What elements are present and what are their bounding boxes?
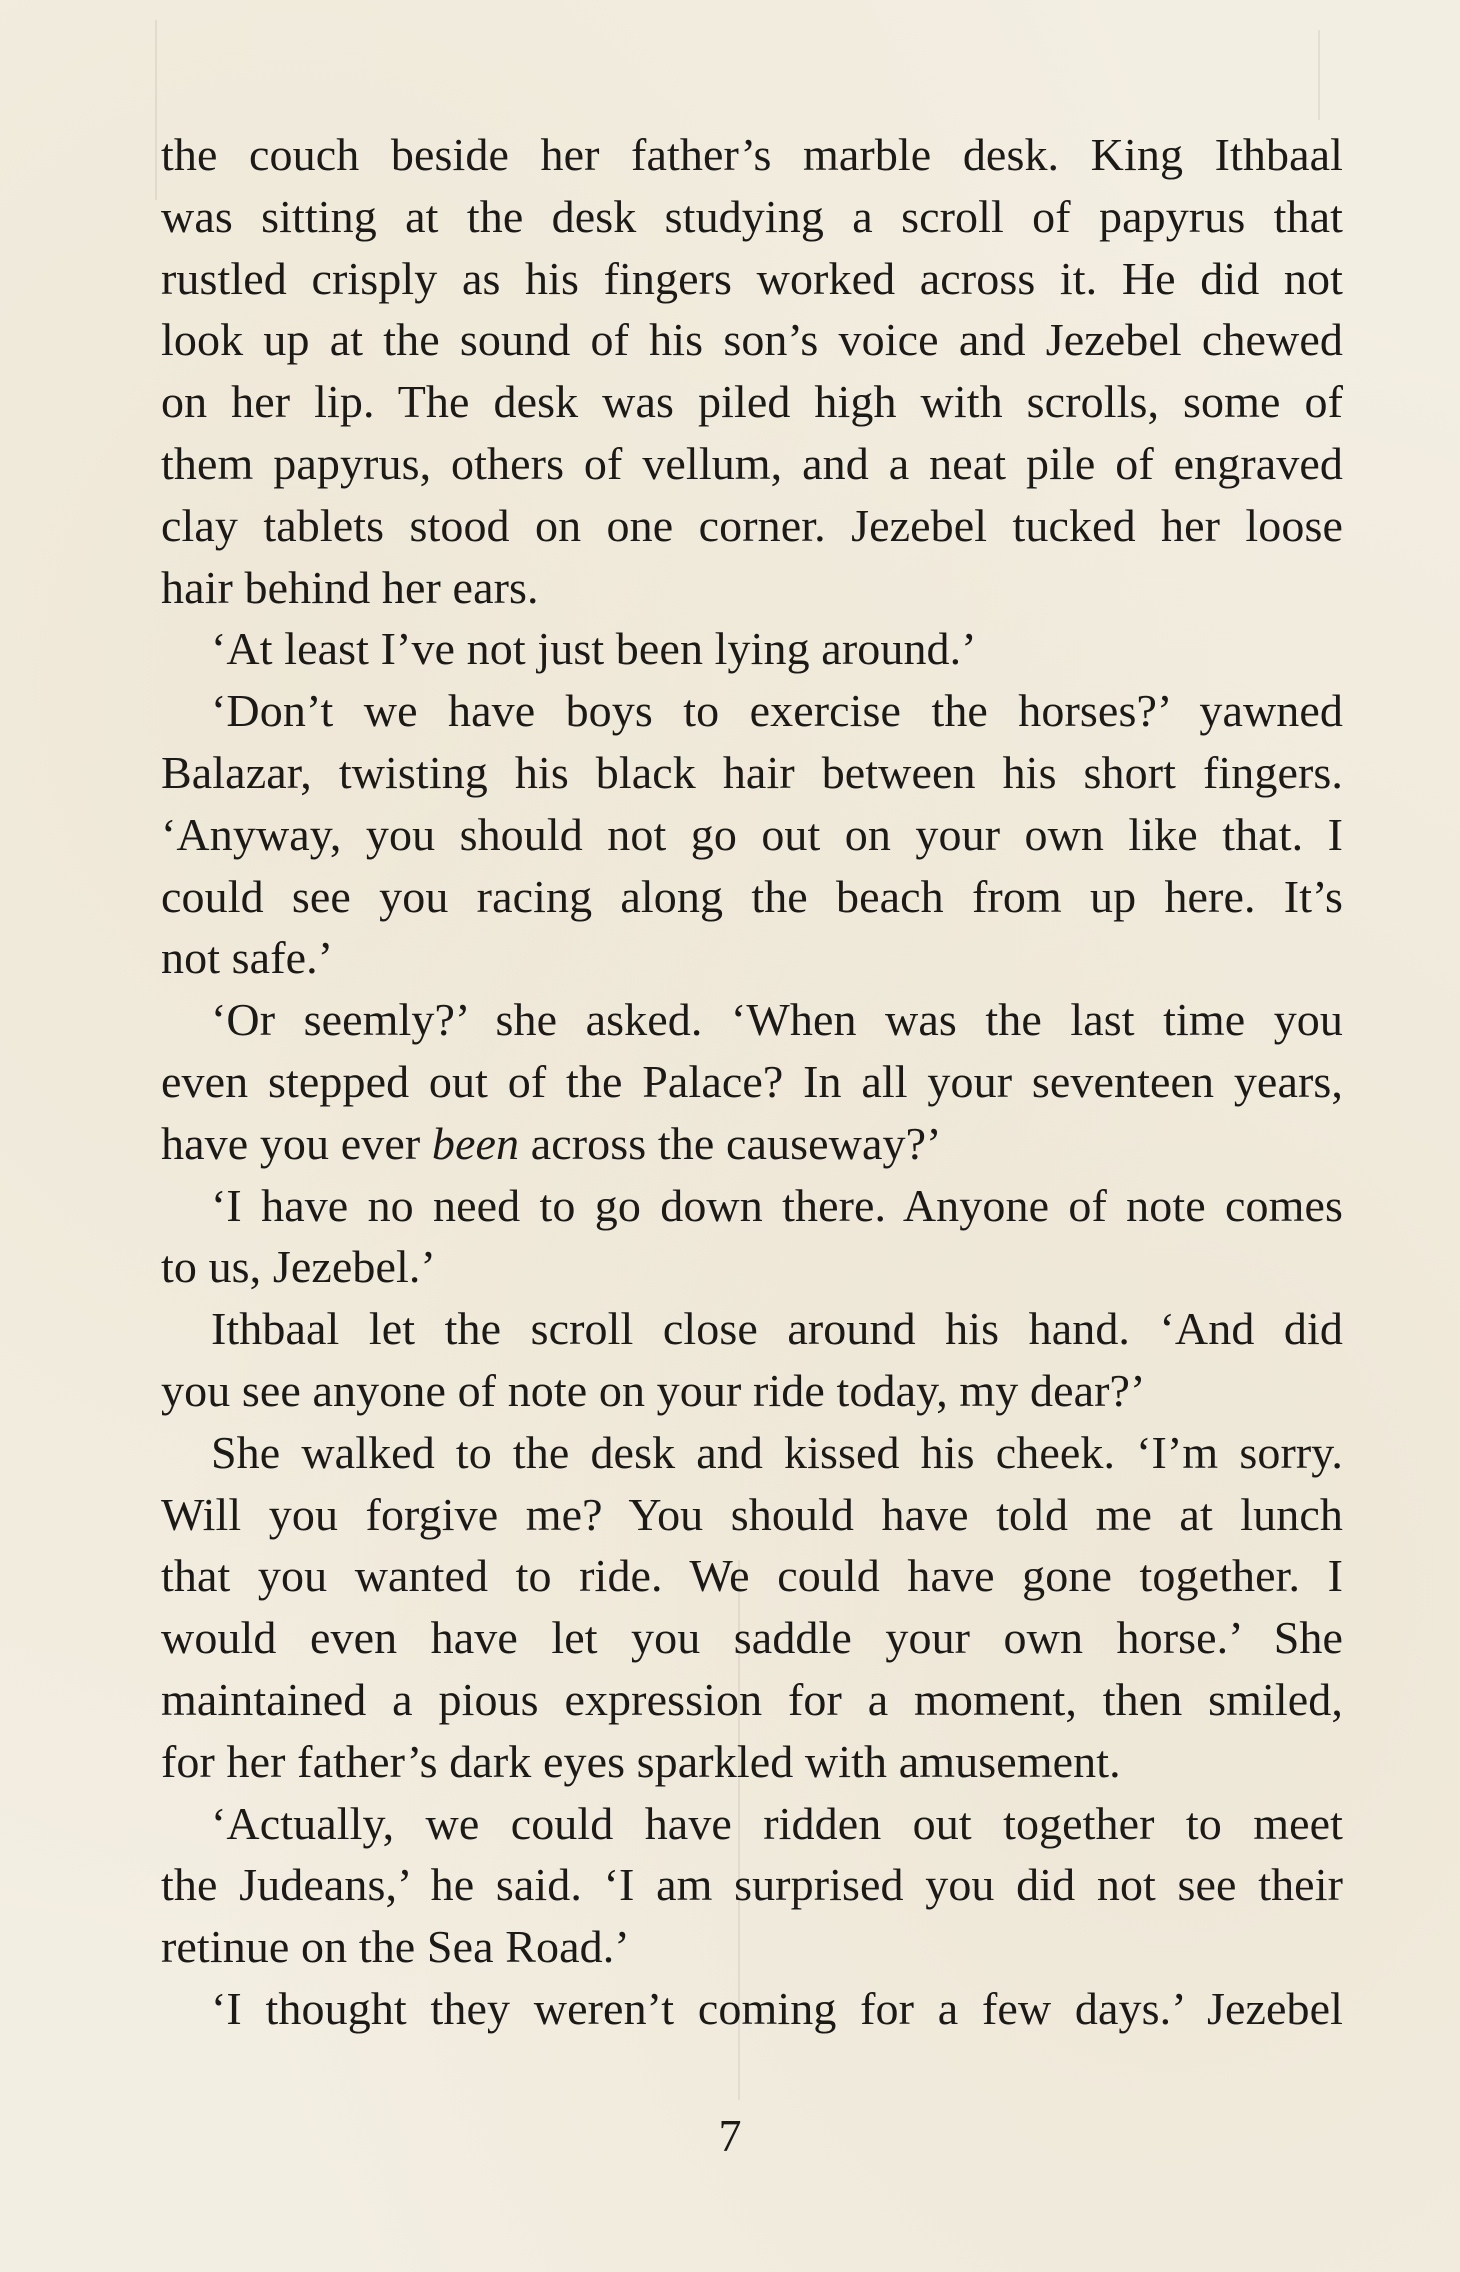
text-line: look up at the sound of his son’s voice and Jezebel chewed	[161, 314, 1343, 366]
text-line: ‘At least I’ve not just been lying around.’	[211, 623, 977, 675]
text-line: ‘Don’t we have boys to exercise the horses?’ yawned	[211, 685, 1343, 737]
body-text	[161, 124, 1343, 2040]
text-line: not safe.’	[161, 932, 334, 984]
text-line: hair behind her ears.	[161, 561, 539, 613]
text-line: the couch beside her father’s marble desk. King Ithbaal	[161, 129, 1343, 180]
text-line: ‘I have no need to go down there. Anyone of note comes	[211, 1179, 1343, 1231]
paper-texture-mark	[1318, 30, 1320, 120]
text-line: clay tablets stood on one corner. Jezebel tucked her loose	[161, 499, 1343, 551]
text-line: Will you forgive me? You should have told me at lunch	[161, 1488, 1343, 1540]
text-line: the Judeans,’ he said. ‘I am surprised you did not see their	[161, 1859, 1343, 1911]
text-line: that you wanted to ride. We could have gone together. I	[161, 1550, 1343, 1602]
text-line: ‘Anyway, you should not go out on your own like that. I	[161, 808, 1343, 860]
text-line: would even have let you saddle your own horse.’ She	[161, 1612, 1343, 1664]
text-line: Ithbaal let the scroll close around his hand. ‘And did	[211, 1303, 1343, 1355]
paper-texture-mark	[155, 20, 157, 200]
text-line: ‘Actually, we could have ridden out together to meet	[211, 1797, 1343, 1849]
text-line: even stepped out of the Palace? In all your seventeen years,	[161, 1055, 1343, 1107]
italic-word: been	[431, 1117, 520, 1169]
text-line: ‘I thought they weren’t coming for a few days.’ Jezebel	[211, 1982, 1343, 2034]
text-line: She walked to the desk and kissed his cheek. ‘I’m sorry.	[211, 1426, 1343, 1478]
text-fragment: have you ever	[161, 1117, 432, 1169]
text-line: to us, Jezebel.’	[161, 1241, 436, 1293]
text-line: was sitting at the desk studying a scroll of papyrus that	[161, 190, 1343, 242]
text-line	[161, 1113, 1343, 1175]
text-line: retinue on the Sea Road.’	[161, 1921, 630, 1973]
text-line: maintained a pious expression for a moment, then smiled,	[161, 1673, 1343, 1725]
text-line: for her father’s dark eyes sparkled with amusement.	[161, 1735, 1121, 1787]
text-line: them papyrus, others of vellum, and a neat pile of engraved	[161, 437, 1343, 489]
text-fragment: across the causeway?’	[519, 1117, 942, 1169]
text-line: ‘Or seemly?’ she asked. ‘When was the last time you	[211, 994, 1343, 1046]
page-number: 7	[718, 2110, 742, 2161]
text-line: Balazar, twisting his black hair between his short fingers.	[161, 746, 1343, 798]
text-line: on her lip. The desk was piled high with scrolls, some of	[161, 376, 1343, 428]
text-line: you see anyone of note on your ride today, my dear?’	[161, 1364, 1146, 1416]
text-line: could see you racing along the beach from up here. It’s	[161, 870, 1343, 922]
text-line: rustled crisply as his fingers worked across it. He did not	[161, 252, 1343, 304]
